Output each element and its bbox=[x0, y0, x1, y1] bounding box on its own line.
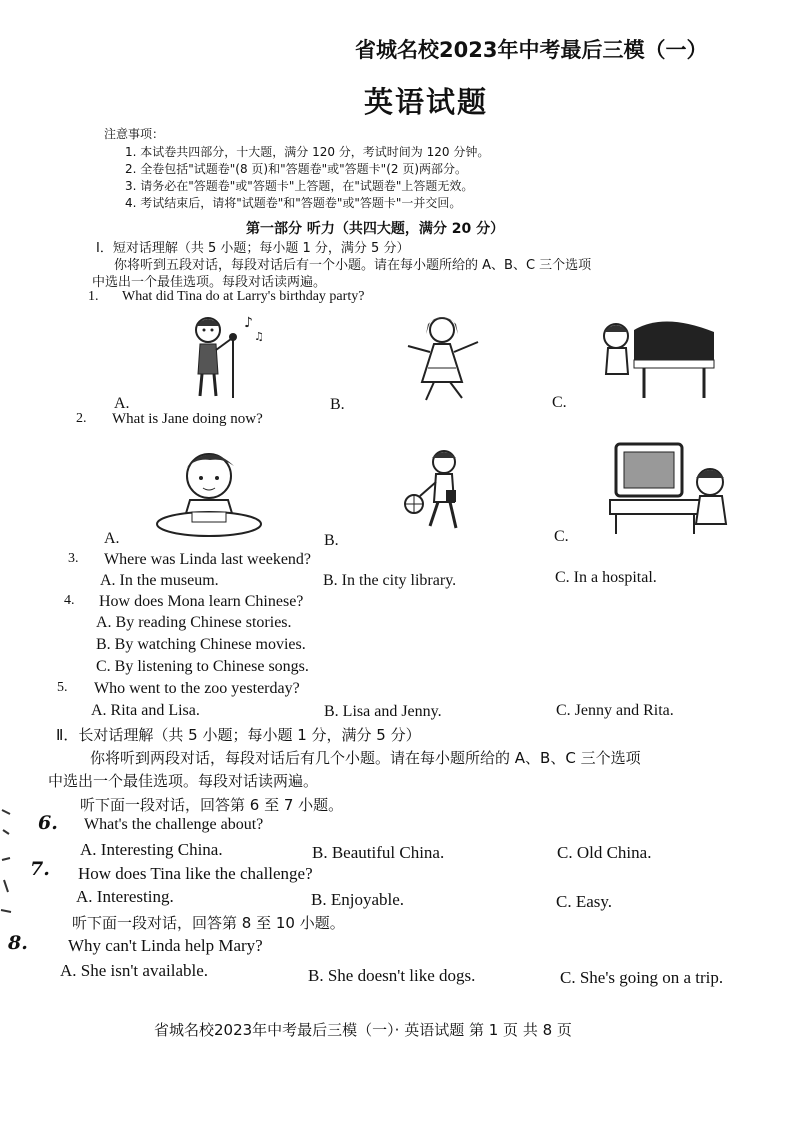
option-c: C. She's going on a trip. bbox=[560, 968, 724, 987]
option-a: A. Rita and Lisa. bbox=[91, 702, 200, 719]
option-label: A. bbox=[104, 530, 120, 547]
option-b: B. Lisa and Jenny. bbox=[324, 703, 442, 720]
section2-instr-line1: 你将听到两段对话，每段对话后有几个小题。请在每小题所给的 A、B、C 三个选项 bbox=[90, 749, 641, 767]
option-label: C. bbox=[554, 528, 569, 545]
subject-title: 英语试题 bbox=[364, 85, 489, 119]
option-a: A. Interesting. bbox=[76, 887, 174, 906]
section1-instr-line1: 你将听到五段对话，每段对话后有一个小题。请在每小题所给的 A、B、C 三个选项 bbox=[114, 258, 592, 273]
question-number: 1. bbox=[88, 289, 99, 304]
girl-watching-tv-icon bbox=[606, 438, 736, 538]
section1-title: Ⅰ．短对话理解（共 5 小题；每小题 1 分，满分 5 分） bbox=[96, 241, 410, 256]
option-c: C. In a hospital. bbox=[555, 569, 657, 586]
section1-instr-line2: 中选出一个最佳选项。每段对话读两遍。 bbox=[92, 275, 327, 290]
option-a: A. She isn't available. bbox=[60, 961, 209, 980]
svg-text:♪: ♪ bbox=[244, 315, 253, 331]
question-text: Why can't Linda help Mary? bbox=[68, 936, 263, 955]
section2-sub1: 听下面一段对话，回答第 6 至 7 小题。 bbox=[80, 796, 344, 814]
question-number: 3. bbox=[68, 551, 79, 566]
girl-piano-icon bbox=[594, 312, 724, 402]
page-footer: 省城名校2023年中考最后三模（一）· 英语试题 第 1 页 共 8 页 bbox=[154, 1021, 572, 1039]
option-a: A. Interesting China. bbox=[80, 840, 223, 859]
option-b: B. In the city library. bbox=[323, 572, 457, 589]
svg-text:♫: ♫ bbox=[254, 330, 264, 343]
option-a: A. By reading Chinese stories. bbox=[96, 614, 292, 631]
question-text: What did Tina do at Larry's birthday party? bbox=[122, 289, 365, 304]
notice-item-2: 2. 全卷包括"试题卷"(8 页)和"答题卷"或"答题卡"(2 页)两部分。 bbox=[125, 162, 468, 176]
section2-instr-line2: 中选出一个最佳选项。每段对话读两遍。 bbox=[48, 772, 319, 790]
notice-item-1: 1. 本试卷共四部分，十大题，满分 120 分，考试时间为 120 分钟。 bbox=[125, 145, 490, 159]
question-text: What's the challenge about? bbox=[84, 816, 264, 833]
option-a: A. In the museum. bbox=[100, 572, 219, 589]
scan-margin-marks bbox=[0, 800, 14, 1000]
boy-reading-icon bbox=[154, 440, 264, 540]
notice-item-4: 4. 考试结束后，请将"试题卷"和"答题卷"或"答题卡"一并交回。 bbox=[125, 196, 462, 210]
question-number: 8. bbox=[8, 932, 28, 954]
option-c: C. Jenny and Rita. bbox=[556, 702, 674, 719]
girl-singing-icon bbox=[178, 312, 268, 402]
question-text: How does Mona learn Chinese? bbox=[99, 593, 304, 610]
option-c: C. By listening to Chinese songs. bbox=[96, 658, 309, 675]
option-b: B. Beautiful China. bbox=[312, 843, 445, 862]
option-label: A. bbox=[114, 395, 130, 412]
question-number: 7. bbox=[30, 858, 50, 880]
option-b: B. Enjoyable. bbox=[311, 890, 405, 909]
series-title: 省城名校2023年中考最后三模（一） bbox=[355, 38, 708, 62]
question-number: 6. bbox=[38, 812, 58, 834]
section2-sub2: 听下面一段对话，回答第 8 至 10 小题。 bbox=[72, 914, 345, 932]
question-text: How does Tina like the challenge? bbox=[78, 864, 313, 883]
question-text: Who went to the zoo yesterday? bbox=[94, 680, 300, 697]
notice-heading: 注意事项： bbox=[104, 127, 165, 141]
section2-title: Ⅱ．长对话理解（共 5 小题；每小题 1 分，满分 5 分） bbox=[56, 726, 421, 744]
option-label: B. bbox=[324, 532, 339, 549]
option-label: B. bbox=[330, 396, 345, 413]
question-number: 4. bbox=[64, 593, 75, 608]
notice-item-3: 3. 请务必在"答题卷"或"答题卡"上答题，在"试题卷"上答题无效。 bbox=[125, 179, 474, 193]
option-c: C. Easy. bbox=[556, 892, 613, 911]
option-c: C. Old China. bbox=[557, 843, 652, 862]
option-b: B. By watching Chinese movies. bbox=[96, 636, 306, 653]
question-number: 2. bbox=[76, 411, 87, 426]
question-text: What is Jane doing now? bbox=[112, 411, 263, 427]
question-text: Where was Linda last weekend? bbox=[104, 551, 312, 568]
part1-title: 第一部分 听力（共四大题，满分 20 分） bbox=[246, 221, 505, 237]
girl-basketball-icon bbox=[396, 446, 476, 541]
option-label: C. bbox=[552, 394, 567, 411]
option-b: B. She doesn't like dogs. bbox=[308, 966, 476, 985]
question-number: 5. bbox=[57, 680, 68, 695]
girl-dancing-icon bbox=[404, 312, 484, 407]
